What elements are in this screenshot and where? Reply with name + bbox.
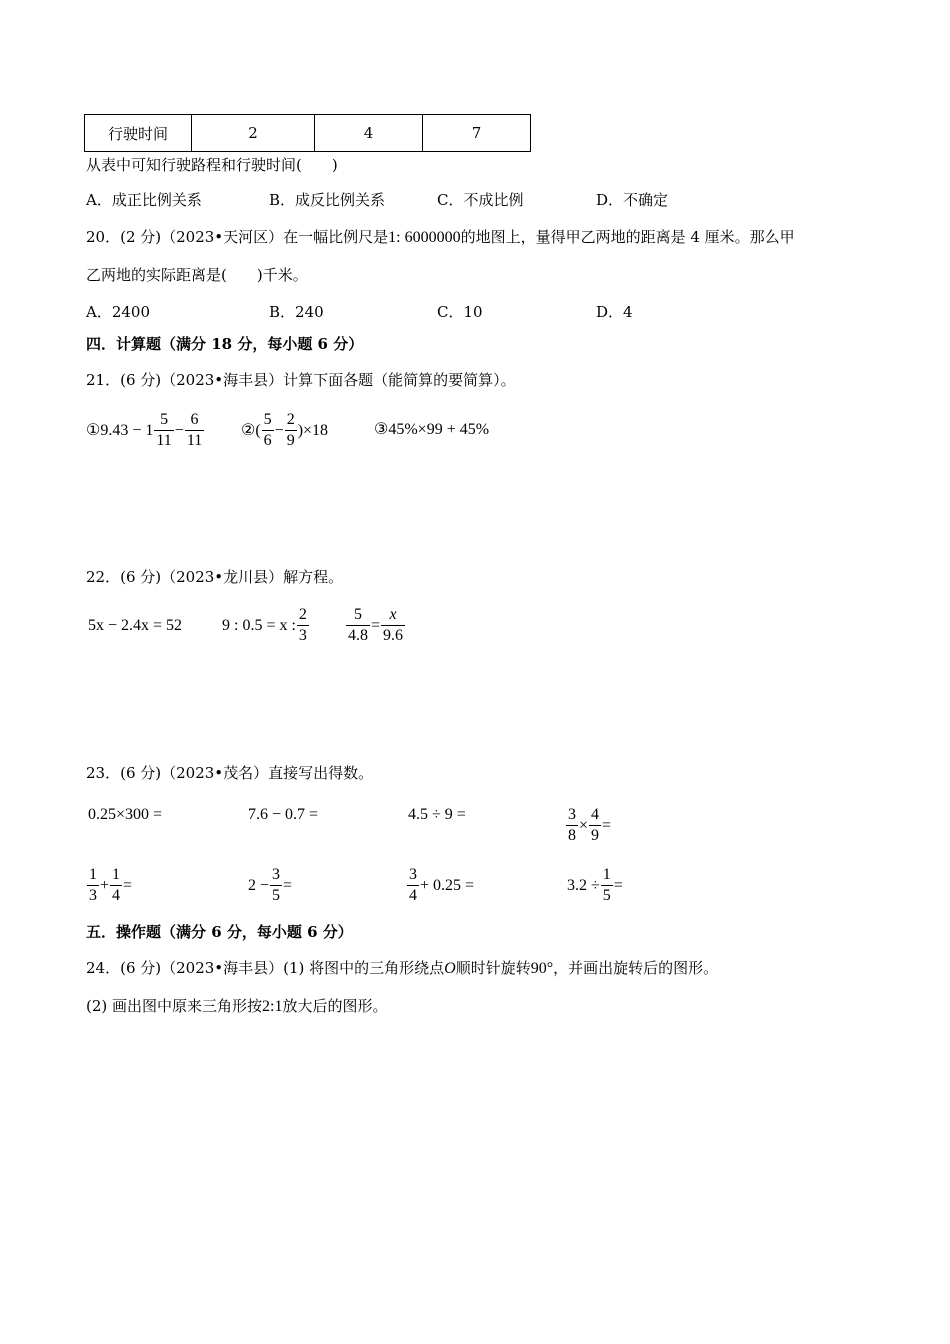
denominator: 9.6 xyxy=(383,627,404,644)
fraction xyxy=(285,410,297,451)
fraction xyxy=(407,865,419,906)
table-cell: 7 xyxy=(423,115,531,152)
q24-text: 顺时针旋转 xyxy=(455,959,531,977)
q19-option-a: A．成正比例关系 xyxy=(86,191,202,209)
operator: = xyxy=(123,876,133,894)
q20-text-2: 的地图上，量得甲乙两地的距离是 4 厘米。那么甲 xyxy=(460,228,795,246)
q21-expr-2 xyxy=(241,410,328,451)
numerator: 5 xyxy=(154,410,173,431)
q20-option-d: D．4 xyxy=(596,303,633,321)
denominator: 11 xyxy=(186,432,203,449)
numerator: 3 xyxy=(407,865,419,886)
operator: − xyxy=(274,421,284,439)
q19-paren: ) xyxy=(331,156,338,174)
q23-item: 0.25×300 = xyxy=(88,806,163,823)
denominator: 9 xyxy=(286,432,295,449)
q20-line2: 乙两地的实际距离是( )千米。 xyxy=(86,266,308,284)
section-heading-5: 五．操作题（满分 6 分，每小题 6 分） xyxy=(86,923,353,941)
operator: = xyxy=(602,816,612,834)
numerator: 5 xyxy=(346,605,370,626)
table-cell: 4 xyxy=(315,115,423,152)
q20-text: 20．(2 分)（2023•天河区）在一幅比例尺是 xyxy=(86,228,389,246)
numerator: x xyxy=(381,605,405,626)
q23-item: 7.6 − 0.7 = xyxy=(248,806,319,823)
fraction xyxy=(110,865,122,906)
expr-text: ②( xyxy=(241,421,261,439)
q20-option-a: A．2400 xyxy=(86,303,151,321)
numerator: 1 xyxy=(601,865,613,886)
operator: + xyxy=(100,876,110,894)
fraction xyxy=(601,865,613,906)
q20-line1 xyxy=(86,226,795,249)
q19-option-c: C．不成比例 xyxy=(437,191,524,209)
q20-scale: 1: 6000000 xyxy=(388,229,461,246)
operator: − xyxy=(174,421,184,439)
numerator: 4 xyxy=(589,805,601,826)
numerator: 2 xyxy=(297,605,309,626)
q24-line1 xyxy=(86,957,718,980)
q24-text: 24．(6 分)（2023•海丰县）(1) 将图中的三角形绕点 xyxy=(86,959,445,977)
q21-stem: 21．(6 分)（2023•海丰县）计算下面各题（能简算的要简算）。 xyxy=(86,371,516,389)
q24-text: (2) 画出图中原来三角形按 xyxy=(86,997,263,1015)
numerator: 1 xyxy=(110,865,122,886)
operator: = xyxy=(283,876,293,894)
expr-text: 2 − xyxy=(248,876,270,894)
q22-equation-1: 5x − 2.4x = 52 xyxy=(88,617,183,634)
expr-text: 9 : 0.5 = x : xyxy=(222,616,296,634)
denominator: 8 xyxy=(568,827,576,844)
q20-option-b: B．240 xyxy=(269,303,324,321)
q22-stem: 22．(6 分)（2023•龙川县）解方程。 xyxy=(86,568,344,586)
q23-item xyxy=(567,865,623,906)
numerator: 1 xyxy=(87,865,99,886)
table-row xyxy=(85,115,531,152)
denominator: 5 xyxy=(602,887,611,904)
expr-text: 3.2 ÷ xyxy=(567,876,600,894)
q19-stem-text: 从表中可知行驶路程和行驶时间( xyxy=(86,156,302,174)
fraction xyxy=(154,410,173,451)
q23-item xyxy=(406,865,474,906)
table-row-label: 行驶时间 xyxy=(85,115,192,152)
time-table xyxy=(84,114,531,152)
section-heading-4: 四．计算题（满分 18 分，每小题 6 分） xyxy=(86,335,364,353)
operator: × xyxy=(579,816,589,834)
denominator: 4.8 xyxy=(348,627,368,644)
fraction xyxy=(589,805,601,846)
q22-equation-3 xyxy=(345,605,406,646)
denominator: 4 xyxy=(112,887,121,904)
q24-text: ，并画出旋转后的图形。 xyxy=(553,959,719,977)
denominator: 4 xyxy=(409,887,417,904)
q23-item xyxy=(86,865,132,906)
denominator: 6 xyxy=(263,432,272,449)
q23-item xyxy=(248,865,292,906)
fraction xyxy=(566,805,578,846)
numerator: 3 xyxy=(270,865,282,886)
q23-stem: 23．(6 分)（2023•茂名）直接写出得数。 xyxy=(86,764,374,782)
q21-expr-1 xyxy=(86,410,205,451)
expr-text: )×18 xyxy=(297,421,329,439)
numerator: 2 xyxy=(285,410,297,431)
q19-option-d: D．不确定 xyxy=(596,191,669,209)
expr-text: ①9.43 − 1 xyxy=(86,421,154,439)
q19-stem xyxy=(86,154,338,176)
fraction xyxy=(297,605,309,646)
fraction xyxy=(87,865,99,906)
q23-item xyxy=(565,805,611,846)
numerator: 5 xyxy=(262,410,274,431)
ratio-label: 2:1 xyxy=(262,998,283,1015)
numerator: 3 xyxy=(566,805,578,826)
q22-equation-2 xyxy=(222,605,310,646)
q24-line2 xyxy=(86,995,388,1018)
fraction xyxy=(262,410,274,451)
operator: = xyxy=(371,616,381,634)
denominator: 3 xyxy=(89,887,97,904)
numerator: 6 xyxy=(185,410,204,431)
q24-text: 放大后的图形。 xyxy=(282,997,388,1015)
fraction xyxy=(185,410,204,451)
q21-expr-3: ③45%×99 + 45% xyxy=(374,421,490,438)
q20-option-c: C．10 xyxy=(437,303,483,321)
table-cell: 2 xyxy=(192,115,315,152)
point-label: O xyxy=(444,960,456,977)
denominator: 11 xyxy=(156,432,172,449)
fraction xyxy=(270,865,282,906)
denominator: 9 xyxy=(591,827,600,844)
denominator: 3 xyxy=(298,627,307,644)
operator: = xyxy=(613,876,623,894)
expr-text: + 0.25 = xyxy=(420,876,475,894)
q23-item: 4.5 ÷ 9 = xyxy=(408,806,466,823)
denominator: 5 xyxy=(272,887,281,904)
fraction xyxy=(346,605,370,646)
angle-label: 90° xyxy=(530,960,554,977)
q19-option-b: B．成反比例关系 xyxy=(269,191,386,209)
fraction xyxy=(381,605,405,646)
